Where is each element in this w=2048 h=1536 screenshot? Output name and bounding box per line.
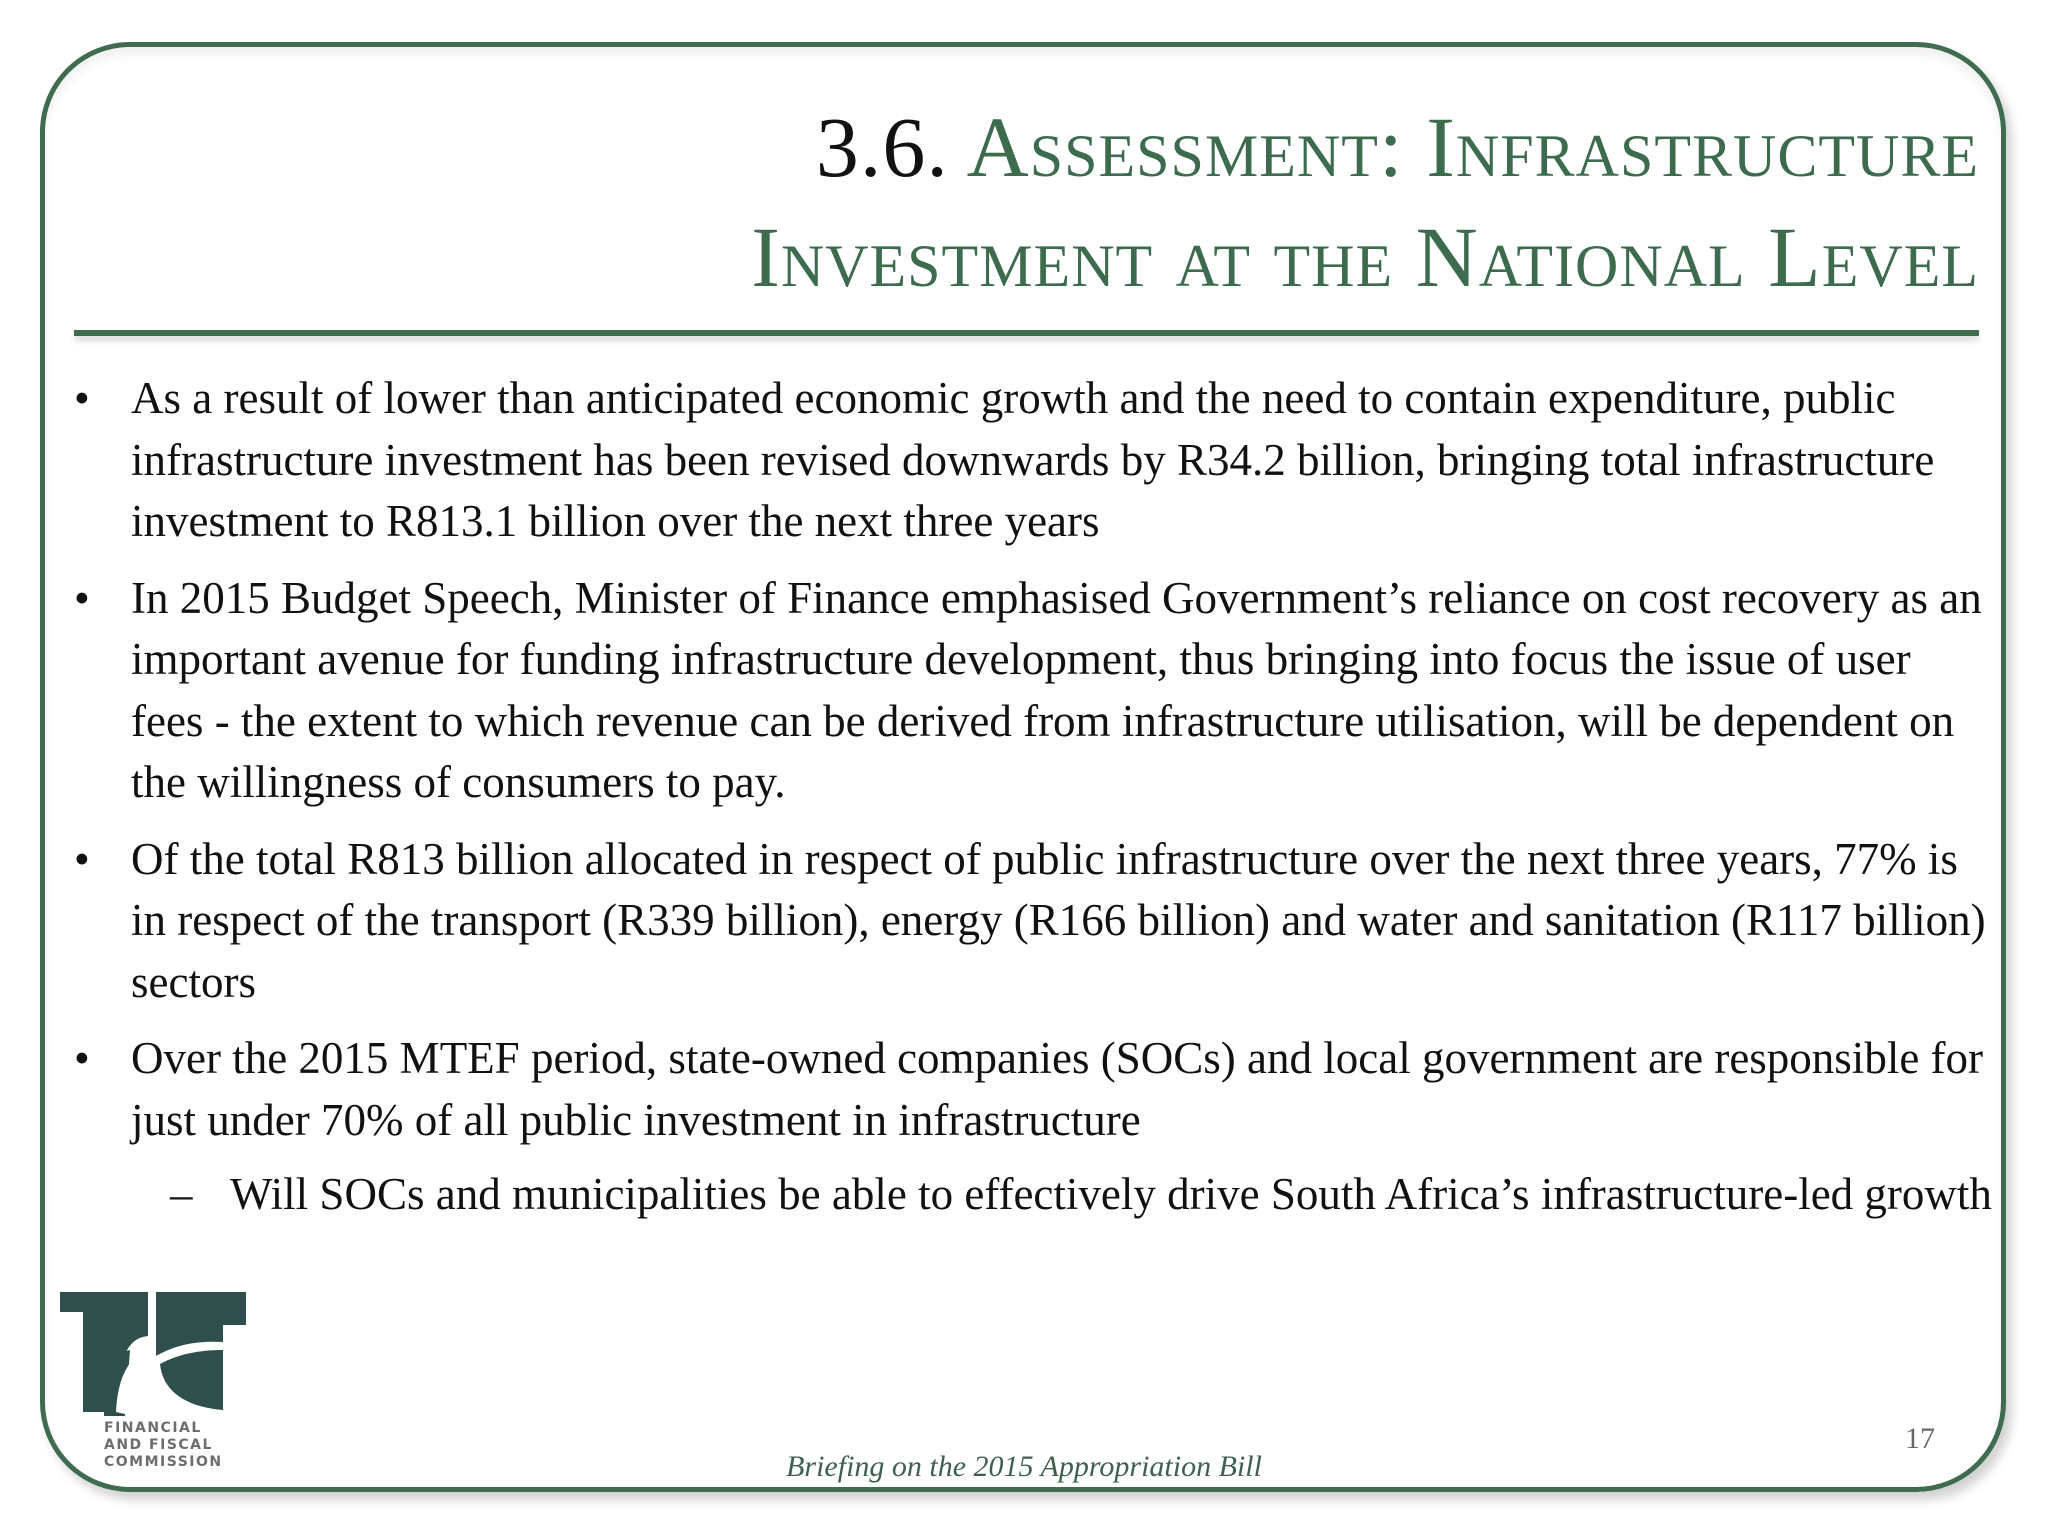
bullet-list xyxy=(74,368,1994,1226)
bullet-icon: • xyxy=(74,373,90,423)
bullet-item xyxy=(74,829,1994,1014)
title-line-1 xyxy=(751,92,1979,202)
bullet-icon: • xyxy=(74,1033,90,1083)
title-text-1: Assessment: Infrastructure xyxy=(966,99,1979,195)
sub-bullet-item xyxy=(74,1164,1994,1226)
bullet-text: Over the 2015 MTEF period, state-owned companies (SOCs) and local government are responsible for just under 70% of all public investment in infrastructure xyxy=(131,1033,1984,1145)
sub-bullet-text: Will SOCs and municipalities be able to effectively drive South Africa’s infrastructure-led growth xyxy=(230,1169,1992,1219)
ffc-logo-icon xyxy=(60,1292,246,1420)
footer-text: Briefing on the 2015 Appropriation Bill xyxy=(786,1450,1262,1483)
bullet-text: Of the total R813 billion allocated in respect of public infrastructure over the next three years, 77% is in respect of the transport (R339 billion), energy (R166 billion) and water and sanitation (R117 billion) sectors xyxy=(131,833,1986,1007)
bullet-item xyxy=(74,1028,1994,1151)
title-divider xyxy=(74,330,1979,336)
title-line-2: Investment at the National Level xyxy=(751,209,1979,305)
bullet-item xyxy=(74,368,1994,553)
bullet-text: In 2015 Budget Speech, Minister of Finance emphasised Government’s reliance on cost recovery as an important avenue for funding infrastructure development, thus bringing into focus the issue of user fees - the extent to which revenue can be derived from infrastructure utilisation, will be dependent on the willingness of consumers to pay. xyxy=(131,572,1982,807)
dash-icon: – xyxy=(170,1169,193,1219)
bullet-item xyxy=(74,568,1994,814)
section-number: 3.6. xyxy=(815,99,949,195)
bullet-text: As a result of lower than anticipated economic growth and the need to contain expenditure, public infrastructure investment has been revised downwards by R34.2 billion, bringing total infrastructure investment to R813.1 billion over the next three years xyxy=(131,373,1935,546)
logo-line-3: COMMISSION xyxy=(104,1454,223,1470)
bullet-icon: • xyxy=(74,572,90,623)
logo-line-2: AND FISCAL xyxy=(104,1437,213,1453)
slide-title xyxy=(751,92,1979,312)
page-number: 17 xyxy=(1905,1422,1935,1455)
bullet-icon: • xyxy=(74,833,90,884)
logo-line-1: FINANCIAL xyxy=(104,1420,202,1436)
